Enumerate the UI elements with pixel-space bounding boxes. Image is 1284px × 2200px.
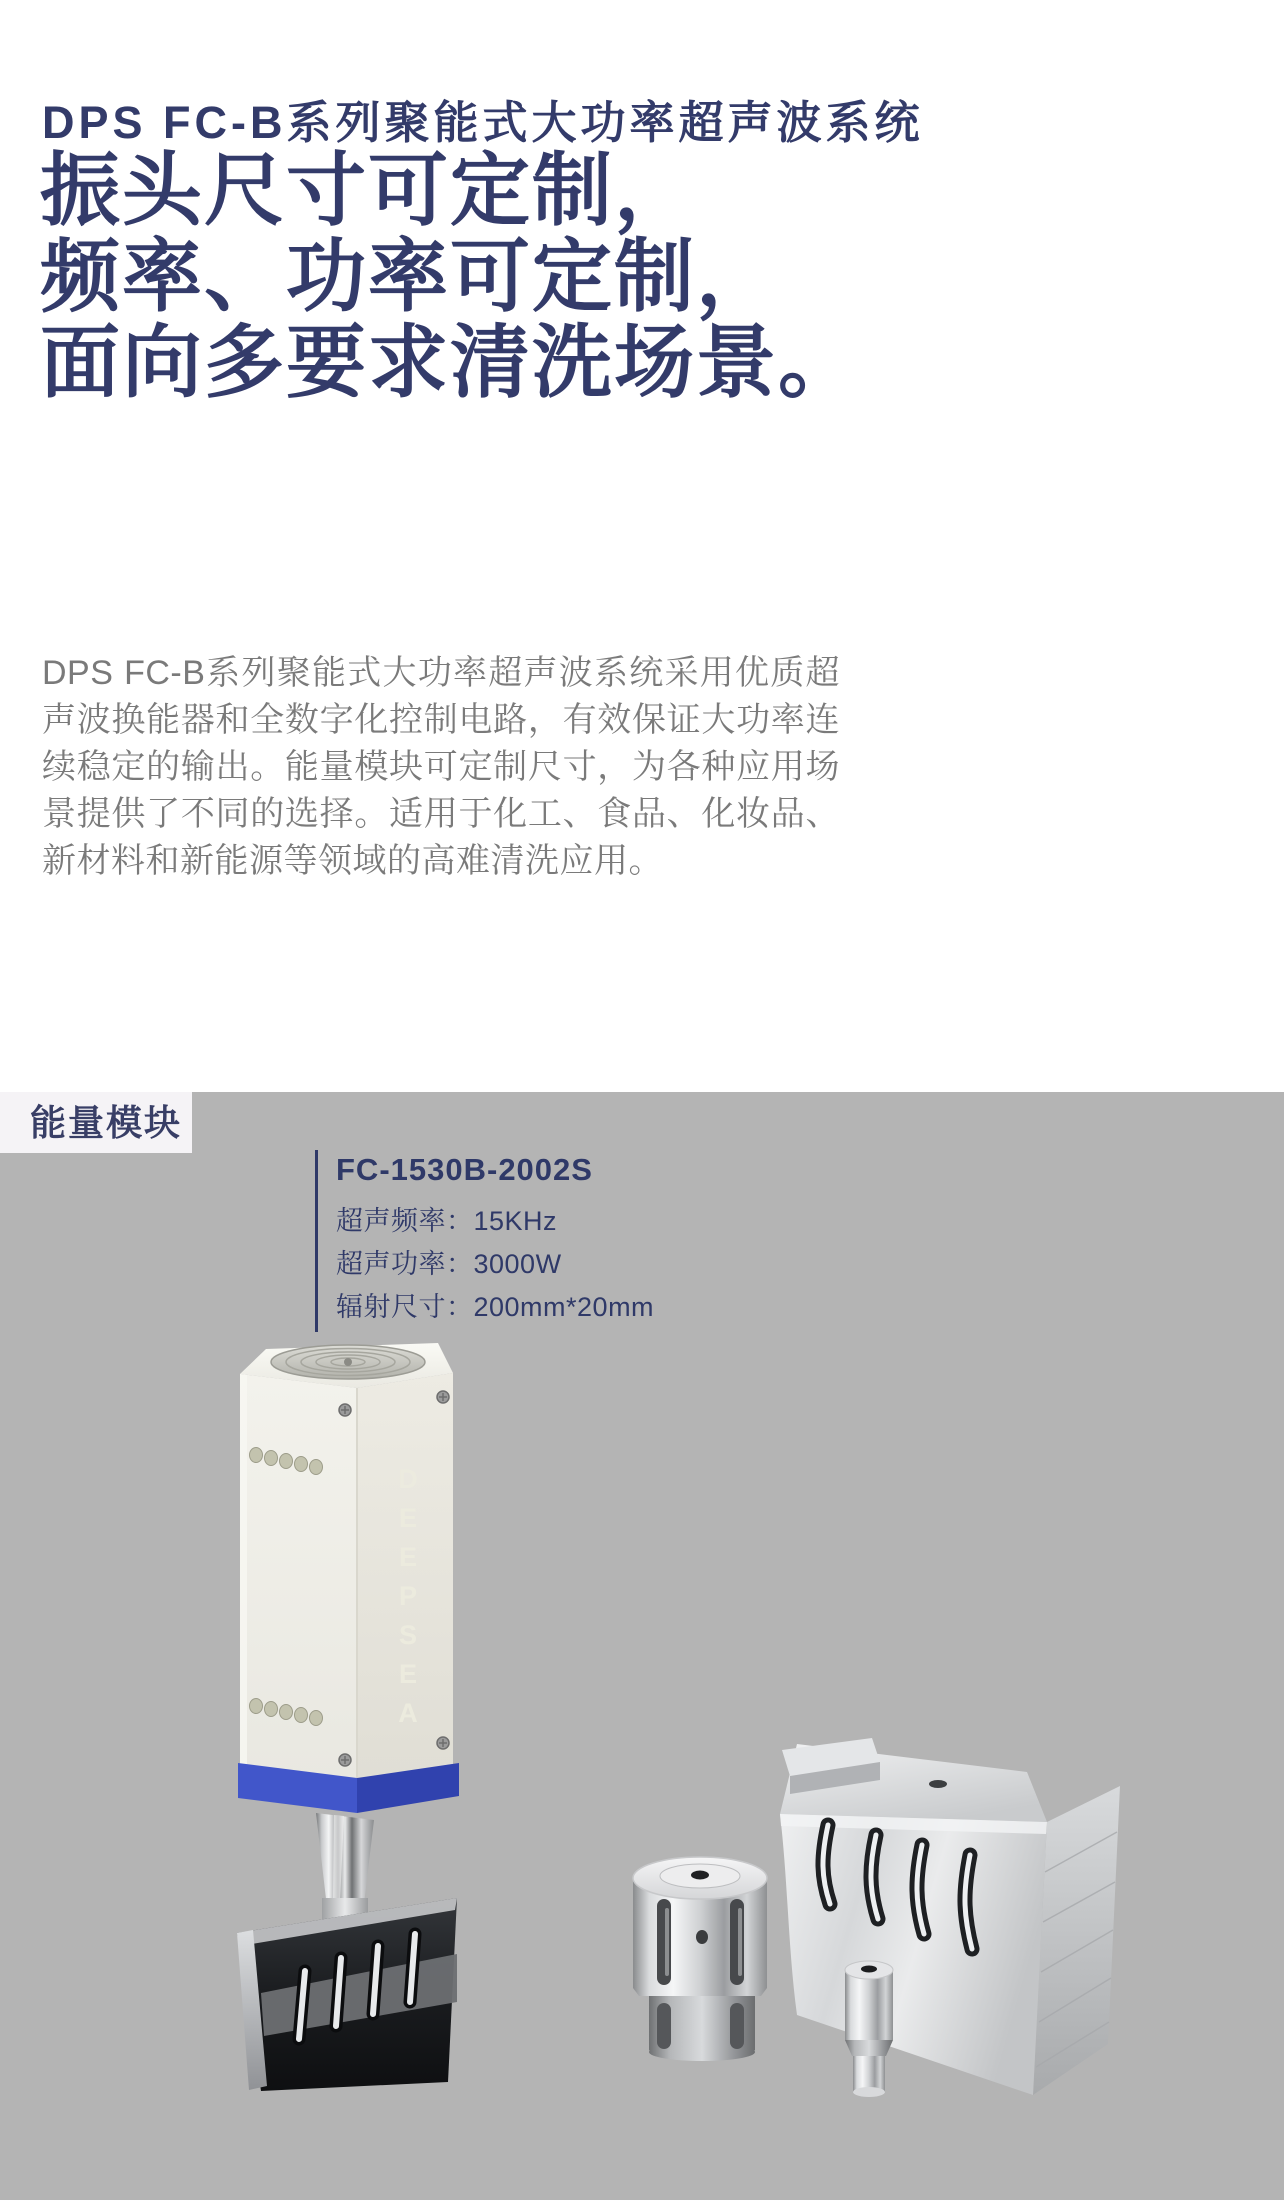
headline-line-2: 频率、功率可定制， — [40, 232, 778, 321]
product-description: DPS FC-B系列聚能式大功率超声波系统采用优质超声波换能器和全数字化控制电路，有效保证大功率连续稳定的输出。能量模块可定制尺寸，为各种应用场景提供了不同的选择。适用于化工、食品、化妆品、新材料和新能源等领域的高难清洗应用。 — [42, 654, 840, 880]
slotted-block — [780, 1738, 1120, 2095]
headline-line-3: 面向多要求清洗场景。 — [40, 318, 860, 407]
cylinder-side-hole — [696, 1930, 708, 1944]
spec-value: 3000W — [473, 1249, 562, 1279]
spec-label: 辐射尺寸： — [336, 1292, 474, 1322]
energy-module-section — [0, 1092, 1284, 2200]
transducer-device — [237, 1343, 459, 2091]
block-top-hole — [929, 1780, 947, 1788]
spec-label: 超声功率： — [336, 1249, 474, 1279]
fan-grille-icon — [271, 1345, 425, 1379]
spec-label: 超声频率： — [336, 1206, 474, 1236]
product-series-title: DPS FC-B系列聚能式大功率超声波系统 — [42, 97, 924, 148]
device-brand-text: DEEPSEA — [393, 1464, 423, 1737]
cylinder-horn — [633, 1857, 767, 2061]
product-photo — [0, 1092, 1284, 2200]
product-model: FC-1530B-2002S — [336, 1152, 593, 1187]
section-badge-label: 能量模块 — [30, 1102, 183, 1143]
horn-cone — [316, 1813, 374, 1904]
cylinder-top-hole — [691, 1871, 709, 1880]
stepped-pin — [845, 1961, 893, 2097]
spec-value: 15KHz — [473, 1206, 558, 1236]
device-left-highlight — [240, 1374, 247, 1765]
headline — [40, 148, 860, 406]
headline-line-1: 振头尺寸可定制， — [40, 146, 696, 235]
pin-top-hole — [861, 1966, 877, 1973]
radiating-plate — [237, 1898, 457, 2091]
spec-value: 200mm*20mm — [473, 1292, 655, 1322]
